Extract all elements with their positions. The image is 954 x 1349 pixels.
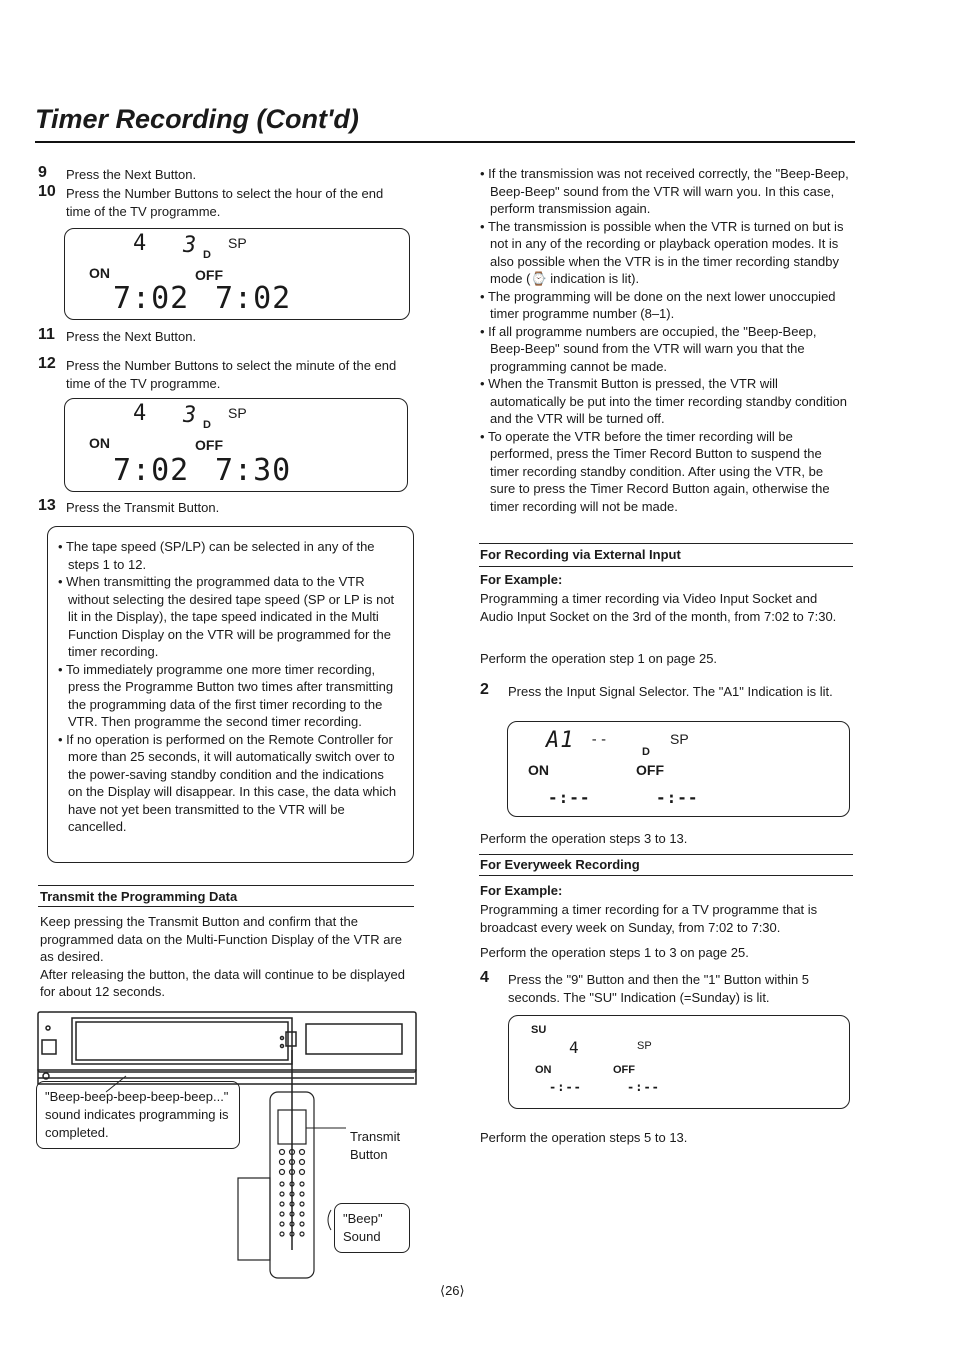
sunday-indicator-blinking: SU [531,1024,547,1036]
external-input-heading: For Recording via External Input [480,547,681,562]
step-number: 2 [480,681,489,698]
note-item: • If the transmission was not received correctly, the "Beep-Beep, Beep-Beep" sound from the VTR will warn you. In this case, perform transmission again. [480,166,849,216]
everyweek-step-4 [480,971,852,1007]
date-indicator: D [642,746,650,758]
lcd-display-sunday [508,1015,850,1109]
everyweek-perform-text: Perform the operation steps 1 to 3 on page 25. [480,945,749,960]
transmit-text [40,913,412,1001]
step-12 [38,357,408,393]
step-text: Press the Next Button. [66,167,197,182]
step-number: 9 [38,164,47,181]
step-13 [38,499,408,517]
input-dashes: -- [590,732,609,748]
programme-digit: 3 [183,403,198,428]
transmit-button-label: Transmit Button [350,1129,401,1162]
programme-digit: 3 [183,233,198,258]
off-time: -:-- [656,788,699,807]
on-label: ON [89,435,110,451]
programme-digit: 4 [569,1038,580,1057]
section-rule [479,854,853,855]
step-number: 13 [38,497,56,514]
step-number: 10 [38,183,56,200]
paragraph: After releasing the button, the data will continue to be displayed for about 12 seconds. [40,966,405,999]
note-item: • The transmission is possible when the VTR is turned on but is not in any of the recording or playback operation modes. It is also possible when the VTR is in the timer recording standby mode (⌚ indication is lit). [480,218,844,286]
external-step-2 [480,683,852,701]
step-9 [38,166,408,184]
tape-speed: SP [228,235,247,251]
everyweek-perform-text-2: Perform the operation steps 5 to 13. [480,1130,688,1145]
remote-controller-icon [238,1092,314,1278]
everyweek-heading: For Everyweek Recording [480,857,640,872]
example-label: For Example: [480,883,563,898]
tape-speed: SP [228,405,247,421]
section-rule [38,906,414,907]
on-label: ON [89,265,110,281]
paragraph: Keep pressing the Transmit Button and confirm that the programmed data on the Multi-Function Display of the VTR are as desired. [40,914,403,964]
step-text: Press the Transmit Button. [66,500,220,515]
step-11 [38,328,408,346]
step-text: Press the Number Buttons to select the hour of the end time of the TV programme. [66,186,384,219]
step-number: 11 [38,326,55,343]
date-indicator: D [203,419,211,431]
beep-sound-label: "Beep" Sound [334,1203,410,1253]
right-notes-list [480,165,850,515]
date-indicator: D [203,249,211,261]
vtr-unit-icon [38,1012,416,1084]
step-text: Press the Input Signal Selector. The "A1" Indication is lit. [508,684,833,699]
off-time: -:-- [627,1080,660,1094]
section-rule [38,885,414,886]
day-digit: 4 [133,401,148,426]
lcd-display-hour [64,228,410,320]
lcd-display-input [507,721,850,817]
on-time: -:-- [549,1080,582,1094]
note-item: • When transmitting the programmed data to the VTR without selecting the desired tape speed (SP or LP is not lit in the Display), the tape speed indicated in the Multi Function Display on the VTR will be programmed for the timer recording. [58,574,395,659]
notes-list [58,538,400,836]
off-time-blinking: 7:02 [215,281,292,316]
note-item: • To operate the VTR before the timer recording will be performed, press the Timer Record Button to suspend the timer recording standby condition. After using the VTR, be sure to press the Timer Record Button again, otherwise the timer recording will not be made. [480,428,830,514]
section-rule [479,543,853,544]
section-rule [479,875,853,876]
off-label: OFF [636,762,664,778]
page-title: Timer Recording (Cont'd) [35,104,359,134]
day-digit: 4 [133,231,148,256]
off-time-blinking: 7:30 [215,453,292,488]
page-number: ⟨26⟩ [440,1283,465,1298]
step-text: Press the "9" Button and then the "1" Button within 5 seconds. The "SU" Indication (=Sunday) is lit. [508,972,810,1005]
beep-callout: "Beep-beep-beep-beep-beep..." sound indicates programming is completed. [36,1081,240,1149]
everyweek-example-text: Programming a timer recording for a TV programme that is broadcast every week on Sunday, from 7:02 to 7:30. [480,902,818,935]
lcd-display-minute [64,398,408,492]
step-text: Press the Next Button. [66,329,197,344]
step-text: Press the Number Buttons to select the minute of the end time of the TV programme. [66,358,397,391]
transmit-heading: Transmit the Programming Data [40,889,238,904]
external-example-text: Programming a timer recording via Video Input Socket and Audio Input Socket on the 3rd of the month, from 7:02 to 7:30. [480,591,837,624]
step-10 [38,185,408,221]
on-time: 7:02 [113,281,190,316]
external-perform-text-2: Perform the operation steps 3 to 13. [480,831,688,846]
note-item: • If all programme numbers are occupied, the "Beep-Beep, Beep-Beep" sound from the VTR will warn you that the programming cannot be made. [480,323,817,374]
input-indicator-blinking: A1 [546,728,575,753]
off-label: OFF [195,437,223,453]
note-item: • The programming will be done on the next lower unoccupied timer programme number (8–1). [480,288,836,321]
note-item: • If no operation is performed on the Remote Controller for more than 25 seconds, it will automatically switch over to the power-saving standby condition and the indications on the Display will disappear. In this case, the data which have not yet been transmitted to the VTR will be cancelled. [58,731,397,834]
note-item: • When the Transmit Button is pressed, the VTR will automatically be put into the timer recording standby condition and the VTR will be turned off. [480,376,847,426]
title-rule [35,141,855,143]
off-label: OFF [613,1064,635,1076]
step-number: 4 [480,969,489,986]
off-label: OFF [195,267,223,283]
step-number: 12 [38,355,56,372]
section-rule [479,566,853,567]
tape-speed: SP [637,1040,652,1052]
on-label: ON [528,762,549,778]
note-item: • The tape speed (SP/LP) can be selected in any of the steps 1 to 12. [58,539,375,572]
example-label: For Example: [480,572,563,587]
on-time: 7:02 [113,453,190,488]
on-label: ON [535,1064,552,1076]
note-item: • To immediately programme one more timer recording, press the Programme Button two times after transmitting the programming data of the first timer recording to the VTR. Then programme the second timer recording. [58,661,394,729]
external-perform-text: Perform the operation step 1 on page 25. [480,651,718,666]
tape-speed: SP [670,731,689,747]
on-time: -:-- [548,788,591,807]
